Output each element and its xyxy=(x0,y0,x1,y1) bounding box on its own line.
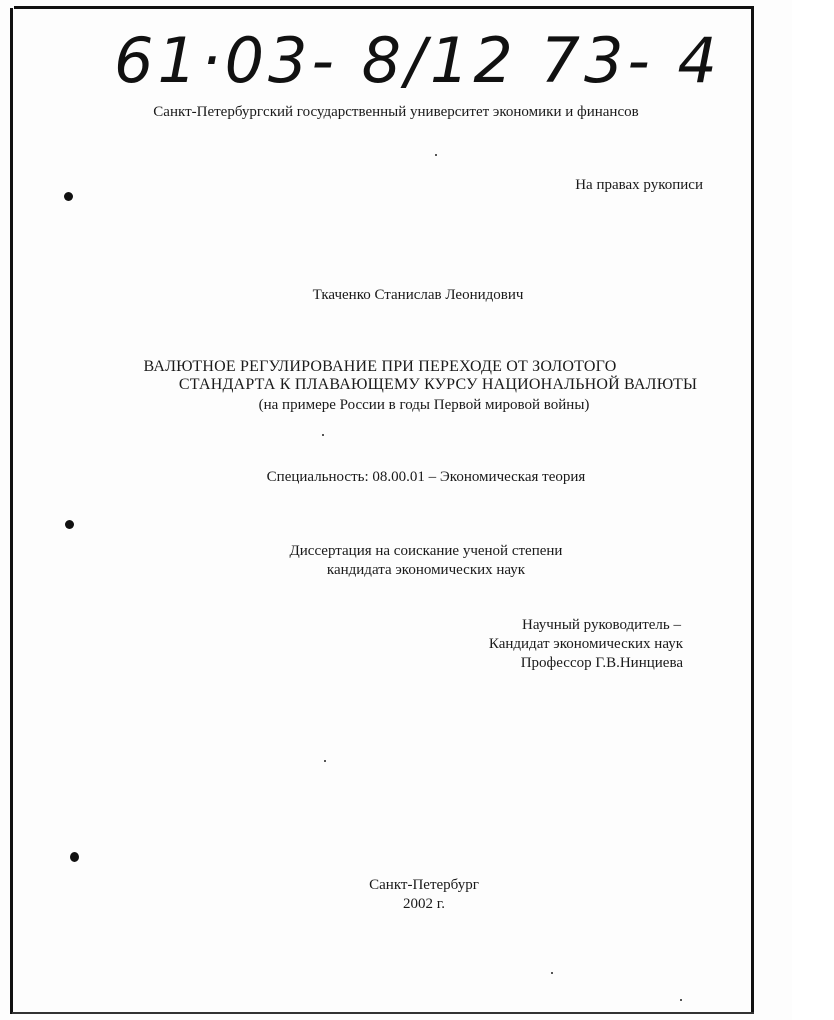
supervisor-line-1: Научный руководитель – xyxy=(522,617,681,633)
binder-hole-mark xyxy=(64,192,73,201)
footer-city: Санкт-Петербург xyxy=(369,877,479,893)
specialty: Специальность: 08.00.01 – Экономическая теория xyxy=(266,469,586,485)
title-line-1: ВАЛЮТНОЕ РЕГУЛИРОВАНИЕ ПРИ ПЕРЕХОДЕ ОТ ЗОЛОТОГО xyxy=(143,358,617,375)
scan-border-top xyxy=(14,6,754,9)
author-name: Ткаченко Станислав Леонидович xyxy=(312,287,524,303)
scan-border-right xyxy=(751,6,754,1014)
dissertation-line-2: кандидата экономических наук xyxy=(326,562,526,578)
handwritten-number-text: 61·03- 8/12 73- 4 xyxy=(114,24,721,97)
scan-border-bottom xyxy=(12,1012,754,1014)
scan-speck xyxy=(322,434,324,436)
binder-hole-mark xyxy=(70,852,79,862)
handwritten-catalog-number xyxy=(110,16,721,102)
supervisor-line-3: Профессор Г.В.Нинциева xyxy=(520,655,683,671)
scan-border-left xyxy=(10,8,13,1014)
university-name: Санкт-Петербургский государственный университет экономики и финансов xyxy=(153,104,639,120)
dissertation-line-1: Диссертация на соискание ученой степени xyxy=(289,543,563,559)
scan-speck xyxy=(680,999,682,1001)
title-subtitle: (на примере России в годы Первой мировой войны) xyxy=(258,397,590,413)
supervisor-line-2: Кандидат экономических наук xyxy=(488,636,683,652)
binder-hole-mark xyxy=(65,520,74,529)
scan-speck xyxy=(324,760,326,762)
title-line-2: СТАНДАРТА К ПЛАВАЮЩЕМУ КУРСУ НАЦИОНАЛЬНОЙ ВАЛЮТЫ xyxy=(178,376,698,393)
manuscript-note: На правах рукописи xyxy=(575,177,703,193)
scan-speck xyxy=(551,972,553,974)
scan-speck xyxy=(435,154,437,156)
footer-year: 2002 г. xyxy=(403,896,445,912)
